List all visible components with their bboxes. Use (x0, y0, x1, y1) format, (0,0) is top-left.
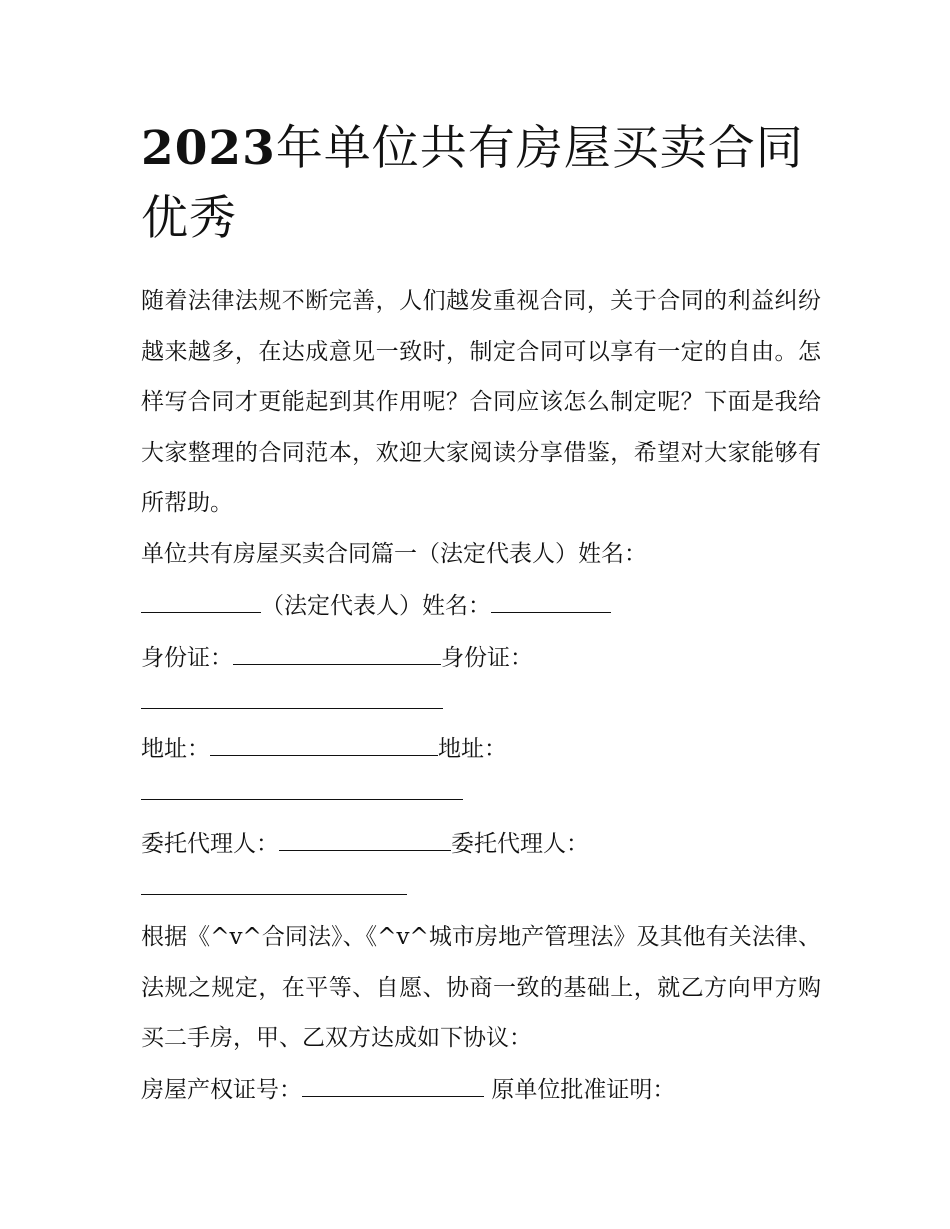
document-page (141, 0, 821, 1229)
section-heading-text: 单位共有房屋买卖合同篇一（法定代表人）姓名： (141, 541, 647, 567)
party-b-id-blank[interactable] (141, 686, 443, 709)
id-label-a: 身份证： (141, 645, 233, 671)
intro-paragraph: 随着法律法规不断完善，人们越发重视合同，关于合同的利益纠纷越来越多，在达成意见一致时，制定合同可以享有一定的自由。怎样写合同才更能起到其作用呢？合同应该怎么制定呢？下面是我给大家整理的合同范本，欢迎大家阅读分享借鉴，希望对大家能够有所帮助。 (141, 288, 821, 516)
party-b-name-blank[interactable] (491, 590, 611, 613)
agent-label-a: 委托代理人： (141, 831, 279, 857)
address-label-a: 地址： (141, 736, 210, 762)
address-label-b: 地址： (438, 736, 507, 762)
basis-paragraph: 根据《^v^合同法》、《^v^城市房地产管理法》及其他有关法律、法规之规定，在平等、自愿、协商一致的基础上，就乙方向甲方购买二手房，甲、乙双方达成如下协议： (141, 924, 821, 1051)
legal-rep-label: （法定代表人）姓名： (261, 593, 491, 619)
cert-number-blank[interactable] (302, 1074, 484, 1097)
document-title (141, 114, 821, 254)
title-year: 2023 (141, 121, 276, 176)
section-heading (141, 538, 821, 570)
party-a-address-blank[interactable] (210, 733, 438, 756)
address-continuation-line (141, 777, 821, 809)
agent-label-b: 委托代理人： (451, 831, 589, 857)
agent-line (141, 828, 821, 860)
cert-label: 房屋产权证号： (141, 1077, 302, 1103)
agent-continuation-line (141, 872, 821, 904)
id-continuation-line (141, 686, 821, 718)
party-a-name-blank[interactable] (141, 590, 261, 613)
approval-label: 原单位批准证明： (491, 1077, 676, 1103)
party-b-address-blank[interactable] (141, 777, 463, 800)
party-a-id-blank[interactable] (233, 642, 441, 665)
title-text: 年单位共有房屋买卖合同优秀 (141, 121, 804, 246)
id-label-b: 身份证： (441, 645, 533, 671)
address-line (141, 733, 821, 765)
id-line (141, 642, 821, 674)
party-b-agent-blank[interactable] (141, 872, 407, 895)
party-a-agent-blank[interactable] (279, 828, 451, 851)
legal-rep-line (141, 590, 821, 622)
certificate-line (141, 1074, 821, 1106)
